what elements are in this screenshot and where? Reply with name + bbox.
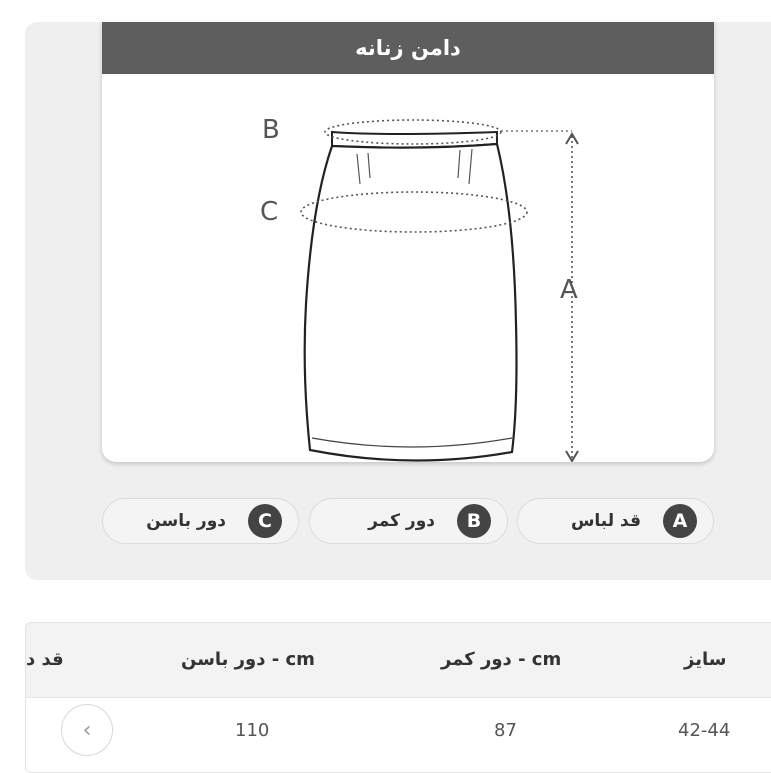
header-waist: دور کمر - cm xyxy=(441,649,562,670)
skirt-diagram-card xyxy=(102,22,714,462)
header-length: قد د xyxy=(26,649,64,670)
table-scroll-button[interactable] xyxy=(61,704,113,756)
cell-waist: 87 xyxy=(494,720,517,741)
header-hip: دور باسن - cm xyxy=(181,649,315,670)
legend-item-hip xyxy=(102,498,299,544)
marker-c: C xyxy=(260,197,279,227)
table-row xyxy=(26,697,771,773)
cell-size: 42-44 xyxy=(678,720,731,741)
legend-badge-c: C xyxy=(248,504,282,538)
legend-item-waist xyxy=(309,498,508,544)
skirt-body xyxy=(305,144,517,461)
legend-badge-b: B xyxy=(457,504,491,538)
marker-b: B xyxy=(262,115,280,145)
legend-badge-a: A xyxy=(663,504,697,538)
table-header-row xyxy=(26,623,771,697)
size-table xyxy=(25,622,771,773)
legend-label-hip: دور باسن xyxy=(146,511,226,531)
marker-a: A xyxy=(560,275,578,305)
legend-label-waist: دور کمر xyxy=(368,511,435,531)
legend-label-length: قد لباس xyxy=(570,511,641,531)
diagram-title: دامن زنانه xyxy=(102,22,714,74)
cell-hip: 110 xyxy=(235,720,270,741)
header-size: سایز xyxy=(684,649,727,670)
chevron-left-icon: ‹ xyxy=(82,717,92,743)
legend-item-length xyxy=(517,498,714,544)
skirt-illustration xyxy=(102,74,714,462)
